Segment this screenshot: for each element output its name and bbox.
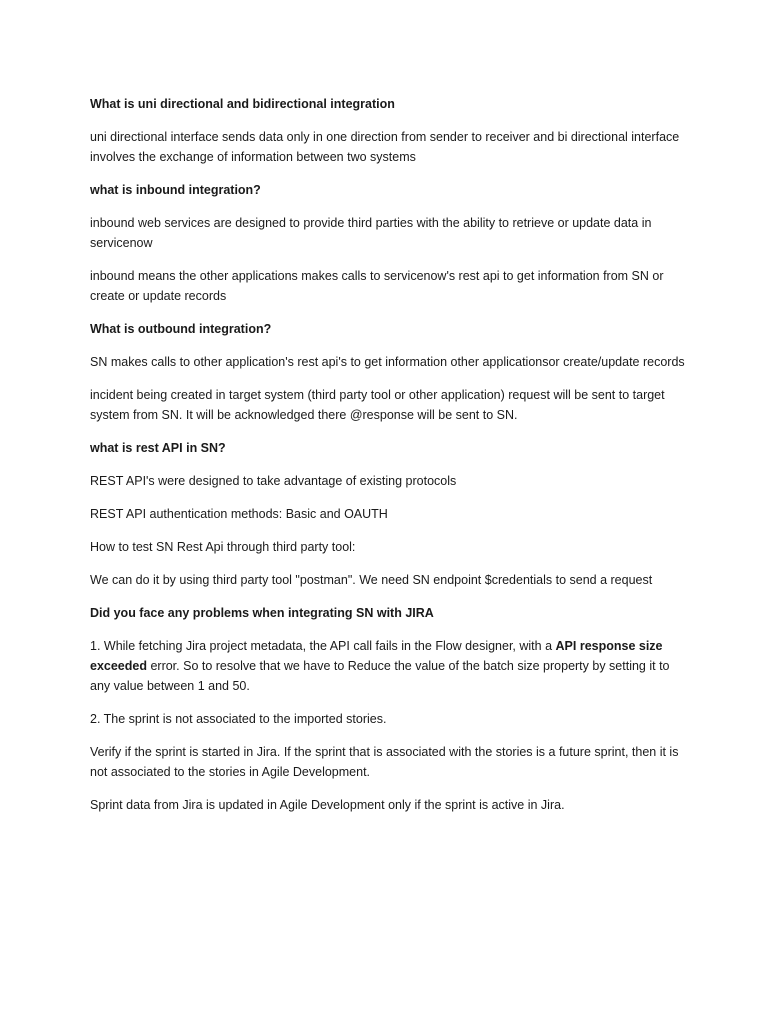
answer-rest-api-2: REST API authentication methods: Basic and OAUTH (90, 507, 388, 521)
question-heading-inbound: what is inbound integration? (90, 183, 261, 197)
jira-problem-2: 2. The sprint is not associated to the imported stories. (90, 712, 387, 726)
jira-problem-2-verify: Verify if the sprint is started in Jira. If the sprint that is associated with the stories is a future sprint, then it is not associated to the stories in Agile Development. (90, 745, 679, 779)
question-heading-rest-api: what is rest API in SN? (90, 441, 226, 455)
question-heading-jira-problems: Did you face any problems when integrating SN with JIRA (90, 606, 434, 620)
jira-problem-1-error-name: API response size exceeded (90, 639, 663, 673)
answer-outbound-2: incident being created in target system (third party tool or other application) request will be sent to target system from SN. It will be acknowledged there @response will be sent to SN. (90, 388, 665, 422)
answer-inbound-2: inbound means the other applications makes calls to servicenow's rest api to get information from SN or create or update records (90, 269, 664, 303)
document-page (90, 94, 690, 828)
answer-test-rest-api: We can do it by using third party tool "postman". We need SN endpoint $credentials to send a request (90, 573, 653, 587)
question-heading-uni-bidirectional: What is uni directional and bidirectional integration (90, 97, 395, 111)
question-test-rest-api: How to test SN Rest Api through third party tool: (90, 540, 356, 554)
jira-problem-2-sprint-data: Sprint data from Jira is updated in Agile Development only if the sprint is active in Jira. (90, 798, 565, 812)
answer-inbound-1: inbound web services are designed to provide third parties with the ability to retrieve or update data in servicenow (90, 216, 652, 250)
question-heading-outbound: What is outbound integration? (90, 322, 272, 336)
jira-problem-1-text-after: error. So to resolve that we have to Reduce the value of the batch size property by setting it to any value between 1 and 50. (90, 659, 670, 693)
jira-problem-1 (90, 636, 690, 696)
answer-outbound-1: SN makes calls to other application's rest api's to get information other applicationsor create/update records (90, 355, 685, 369)
answer-rest-api-1: REST API's were designed to take advantage of existing protocols (90, 474, 457, 488)
jira-problem-1-text-before: 1. While fetching Jira project metadata, the API call fails in the Flow designer, with a (90, 639, 556, 653)
answer-uni-bidirectional: uni directional interface sends data only in one direction from sender to receiver and bi directional interface involves the exchange of information between two systems (90, 130, 680, 164)
